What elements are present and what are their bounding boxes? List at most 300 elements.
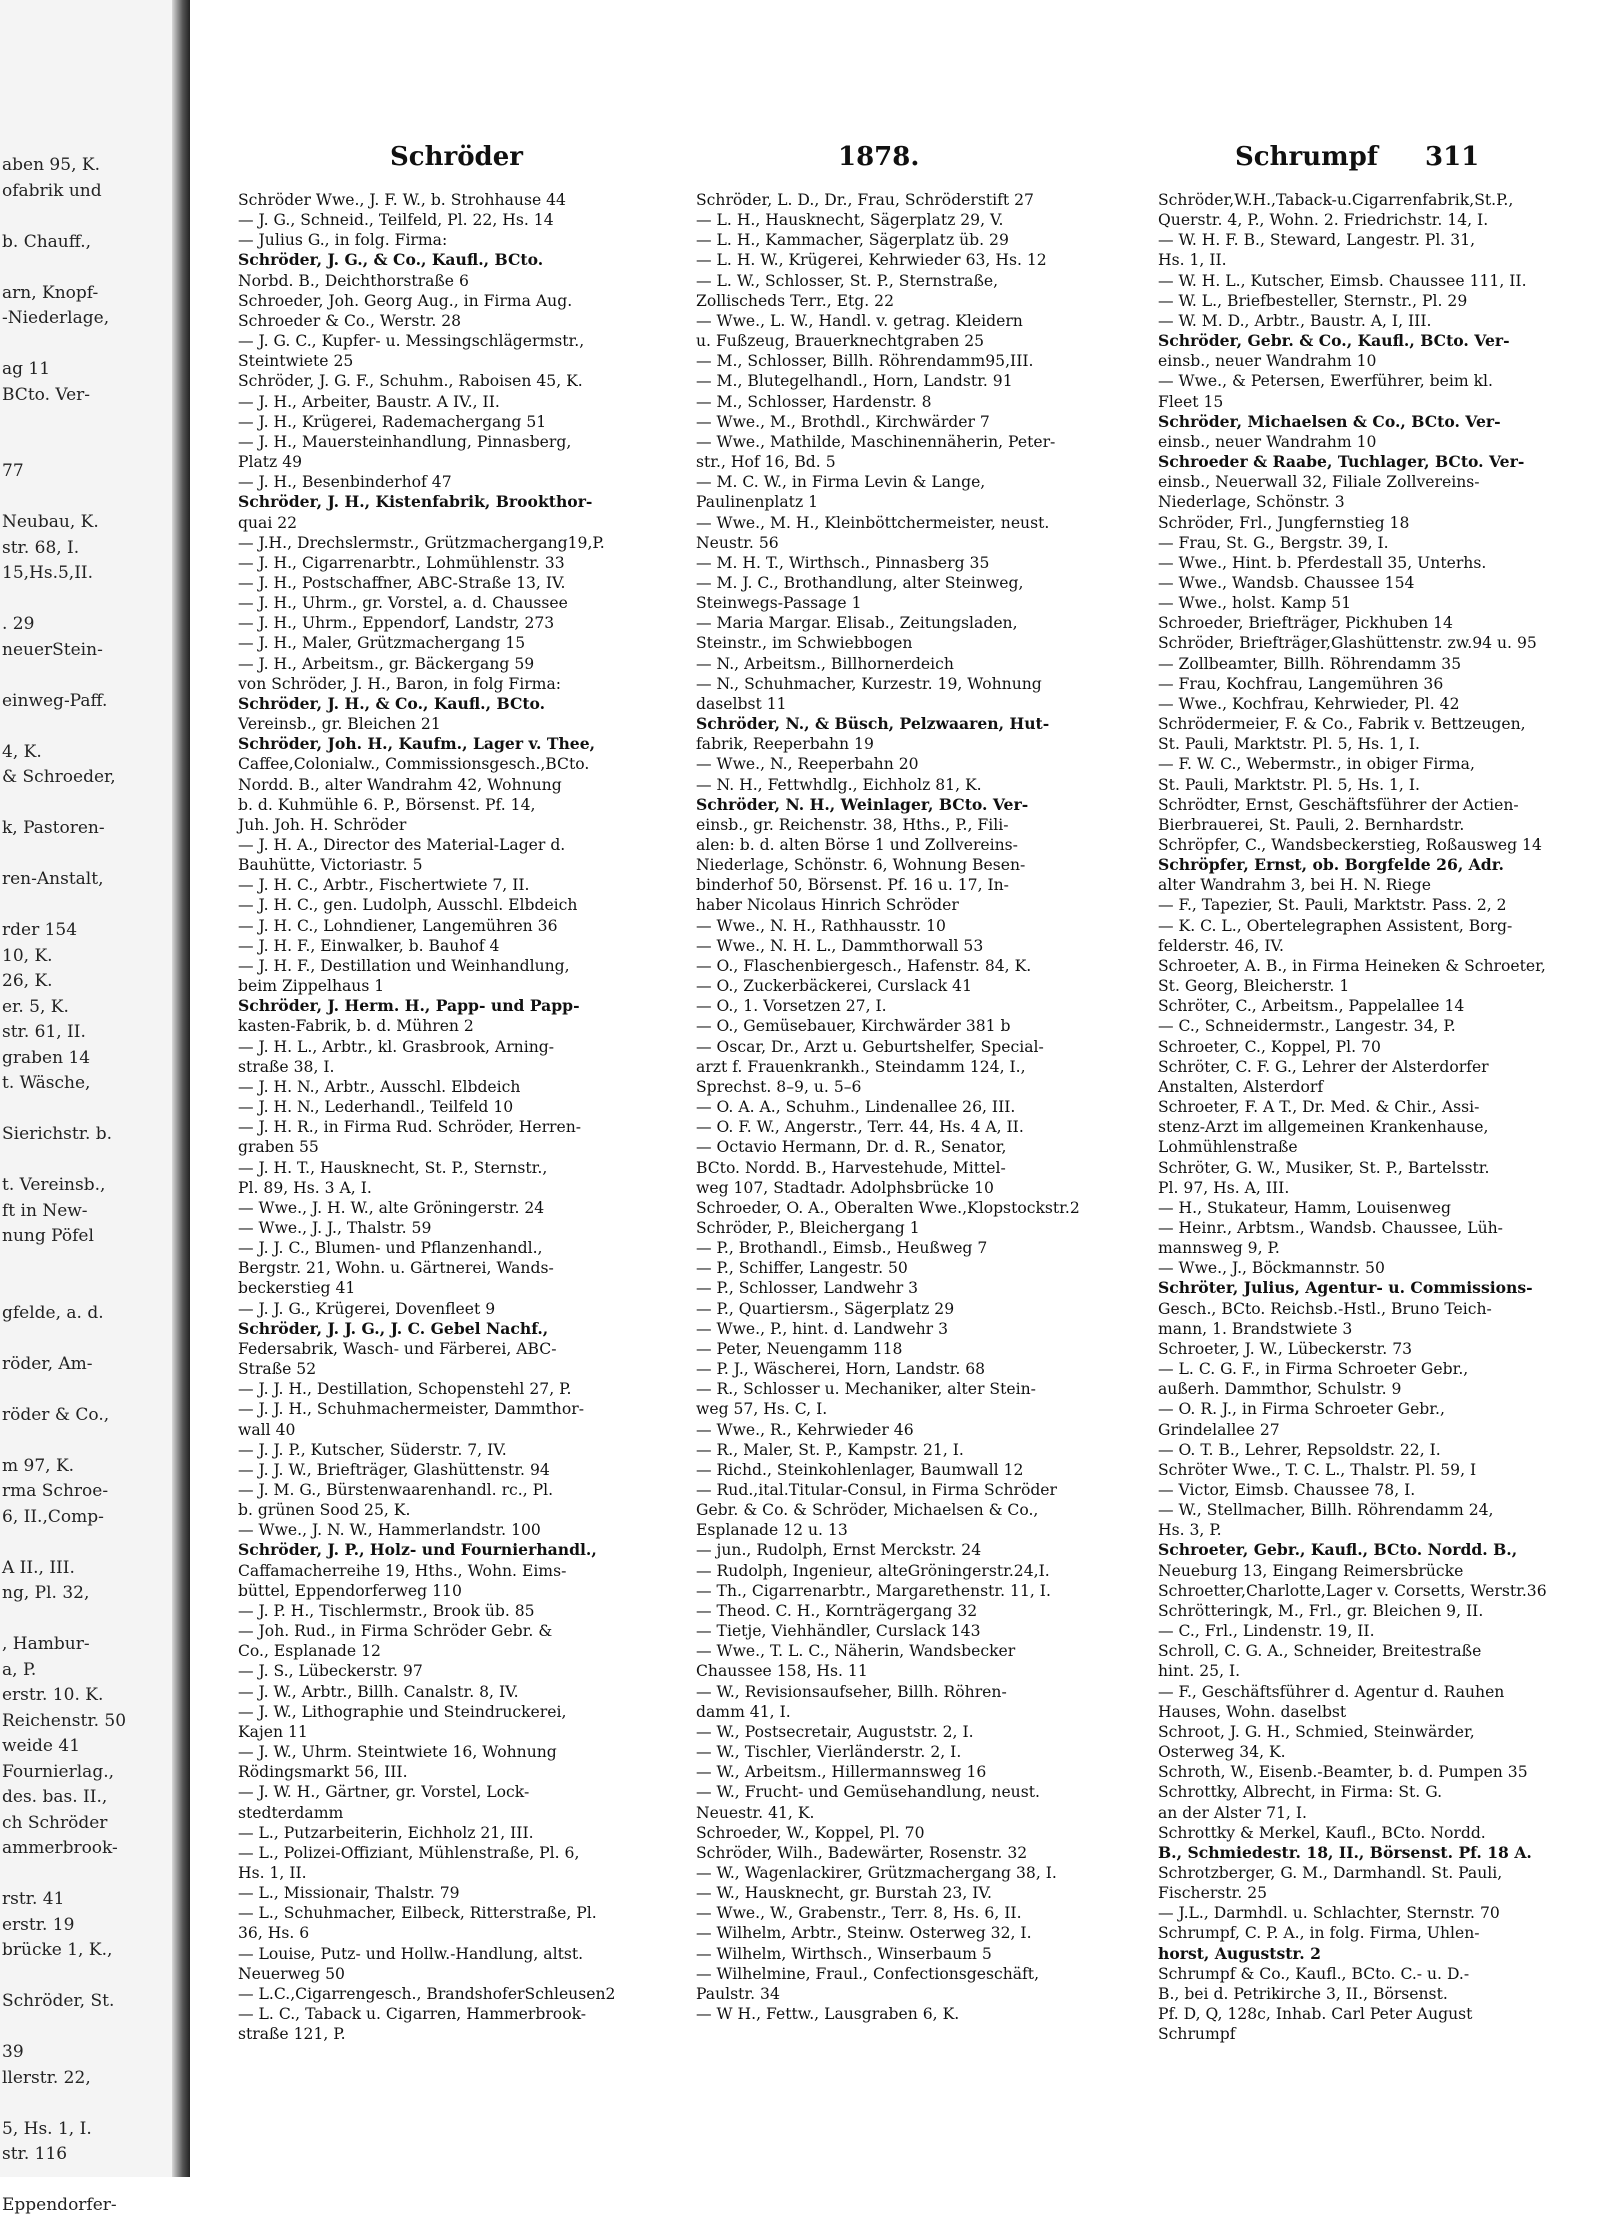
previous-page-fragment: gfelde, a. d.	[2, 1302, 104, 1323]
directory-entry-line: — W., Arbeitsm., Hillermannsweg 16	[696, 1763, 987, 1782]
previous-page-fragment: er. 5, K.	[2, 996, 69, 1017]
directory-entry-line: — W. H. L., Kutscher, Eimsb. Chaussee 111, II.	[1158, 271, 1527, 290]
directory-entry-line: graben 55	[238, 1138, 319, 1157]
directory-entry-line: — J. H., Krügerei, Rademachergang 51	[238, 412, 547, 431]
directory-entry-line: Neueburg 13, Eingang Reimersbrücke	[1158, 1561, 1464, 1580]
directory-entry-line: Schröder, Briefträger,Glashüttenstr. zw.94 u. 95	[1158, 634, 1537, 653]
directory-entry-line: Lohmühlenstraße	[1158, 1138, 1298, 1157]
entry-column-2	[696, 190, 1142, 2024]
directory-entry-line: — R., Schlosser u. Mechaniker, alter Stein-	[696, 1380, 1036, 1399]
directory-entry-line: — J. H., Cigarrenarbtr., Lohmühlenstr. 33	[238, 553, 565, 572]
directory-entry-line: — N., Arbeitsm., Billhornerdeich	[696, 654, 954, 673]
directory-entry-line: — Wwe., J. J., Thalstr. 59	[238, 1218, 432, 1237]
directory-entry-line: — L., Schuhmacher, Eilbeck, Ritterstraße, Pl.	[238, 1904, 597, 1923]
directory-entry-line: Federsabrik, Wasch- und Färberei, ABC-	[238, 1339, 557, 1358]
previous-page-fragment: Fournierlag.,	[2, 1761, 115, 1782]
directory-entry-line: Schrumpf, C. P. A., in folg. Firma, Uhlen-	[1158, 1924, 1480, 1943]
directory-entry-line: — M., Schlosser, Billh. Röhrendamm95,III.	[696, 352, 1034, 371]
directory-entry-line: b. d. Kuhmühle 6. P., Börsenst. Pf. 14,	[238, 795, 536, 814]
directory-entry-line: Schröter, G. W., Musiker, St. P., Bartelsstr.	[1158, 1158, 1490, 1177]
directory-entry-line: Niederlage, Schönstr. 3	[1158, 493, 1345, 512]
directory-entry-line: Bergstr. 21, Wohn. u. Gärtnerei, Wands-	[238, 1259, 554, 1278]
directory-entry-line: BCto. Nordd. B., Harvestehude, Mittel-	[696, 1158, 1006, 1177]
directory-entry-line: — Wwe., Mathilde, Maschinennäherin, Peter-	[696, 432, 1056, 451]
directory-entry-line: alen: b. d. alten Börse 1 und Zollvereins-	[696, 836, 1018, 854]
directory-entry-line: Nordd. B., alter Wandrahm 42, Wohnung	[238, 775, 562, 794]
directory-entry-line: Zollischeds Terr., Etg. 22	[696, 291, 895, 310]
previous-page-fragment: graben 14	[2, 1047, 91, 1068]
directory-entry-line: — J. J. P., Kutscher, Süderstr. 7, IV.	[238, 1440, 507, 1459]
directory-entry-line: Pf. D, Q, 128c, Inhab. Carl Peter August	[1158, 2005, 1473, 2024]
directory-entry-line: — W. L., Briefbesteller, Sternstr., Pl. 29	[1158, 291, 1468, 310]
directory-entry-line: Schröder, J. P., Holz- und Fournierhandl.,	[238, 1540, 597, 1560]
directory-entry-line: — W. H. F. B., Steward, Langestr. Pl. 31,	[1158, 231, 1476, 250]
directory-entry-line: — Theod. C. H., Kornträgergang 32	[696, 1601, 978, 1620]
directory-entry-line: Schroeder & Co., Werstr. 28	[238, 311, 462, 330]
directory-entry-line: Schroth, W., Eisenb.-Beamter, b. d. Pumpen 35	[1158, 1763, 1528, 1782]
previous-page-fragment: -Niederlage,	[2, 308, 110, 328]
directory-entry-line: — J. H. F., Einwalker, b. Bauhof 4	[238, 936, 500, 955]
previous-page-fragment: A II., III.	[2, 1557, 75, 1578]
previous-page-fragment: a, P.	[2, 1659, 37, 1680]
directory-entry-line: — L. H. W., Krügerei, Kehrwieder 63, Hs. 12	[696, 251, 1047, 270]
directory-entry-line: Schröder, Joh. H., Kaufm., Lager v. Thee,	[238, 734, 596, 754]
directory-entry-line: — J. H. R., in Firma Rud. Schröder, Herren-	[238, 1118, 582, 1137]
directory-entry-line: — Wwe., Hint. b. Pferdestall 35, Unterhs.	[1158, 553, 1487, 572]
directory-entry-line: Straße 52	[238, 1360, 317, 1379]
directory-entry-line: — J. H. C., Lohndiener, Langemühren 36	[238, 916, 558, 935]
directory-entry-line: str., Hof 16, Bd. 5	[696, 453, 836, 472]
directory-entry-line: — O., Flaschenbiergesch., Hafenstr. 84, K.	[696, 956, 1032, 975]
directory-entry-line: — J. H. C., gen. Ludolph, Ausschl. Elbdeich	[238, 896, 578, 915]
directory-entry-line: — N., Schuhmacher, Kurzestr. 19, Wohnung	[696, 674, 1042, 693]
directory-entry-line: — J. H. L., Arbtr., kl. Grasbrook, Arning-	[238, 1037, 554, 1056]
directory-entry-line: damm 41, I.	[696, 1702, 791, 1721]
directory-entry-line: Schröder, Frl., Jungfernstieg 18	[1158, 513, 1410, 532]
directory-entry-line: Schröder, J. H., & Co., Kaufl., BCto.	[238, 693, 546, 713]
directory-entry-line: — Victor, Eimsb. Chaussee 78, I.	[1158, 1481, 1416, 1499]
directory-entry-line: wall 40	[238, 1420, 296, 1439]
directory-entry-line: Schrottky & Merkel, Kaufl., BCto. Nordd.	[1158, 1823, 1486, 1842]
directory-entry-line: Neuestr. 41, K.	[696, 1803, 815, 1822]
previous-page-fragment: nung Pöfel	[2, 1226, 94, 1246]
directory-entry-line: — J. H. T., Hausknecht, St. P., Sternstr.,	[238, 1158, 548, 1177]
directory-entry-line: — L. W., Schlosser, St. P., Sternstraße,	[696, 271, 999, 290]
directory-entry-line: Schrödter, Ernst, Geschäftsführer der Actien-	[1158, 795, 1519, 814]
directory-entry-line: — W., Stellmacher, Billh. Röhrendamm 24,	[1158, 1501, 1494, 1520]
directory-entry-line: einsb., neuer Wandrahm 10	[1158, 352, 1377, 371]
previous-page-fragment: str. 116	[2, 2144, 68, 2164]
directory-entry-line: felderstr. 46, IV.	[1158, 936, 1284, 955]
directory-entry-line: — L., Putzarbeiterin, Eichholz 21, III.	[238, 1823, 534, 1842]
directory-entry-line: — Wwe., J. N. W., Hammerlandstr. 100	[238, 1521, 541, 1540]
previous-page-fragment: str. 68, I.	[2, 537, 80, 558]
directory-entry-line: Schroeder, O. A., Oberalten Wwe.,Klopstockstr.2	[696, 1198, 1080, 1217]
directory-entry-line: — J. H., Uhrm., Eppendorf, Landstr, 273	[238, 614, 555, 633]
directory-entry-line: Sprechst. 8–9, u. 5–6	[696, 1077, 862, 1096]
directory-entry-line: — J. W., Arbtr., Billh. Canalstr. 8, IV.	[238, 1682, 519, 1701]
directory-entry-line: — F. W. C., Webermstr., in obiger Firma,	[1158, 755, 1475, 774]
directory-entry-line: Querstr. 4, P., Wohn. 2. Friedrichstr. 14, I.	[1158, 211, 1489, 230]
previous-page-fragment: des. bas. II.,	[2, 1787, 108, 1807]
directory-entry-line: — J. H., Besenbinderhof 47	[238, 473, 452, 492]
directory-entry-line: Bauhütte, Victoriastr. 5	[238, 856, 423, 875]
previous-page-fragment: röder, Am-	[2, 1353, 93, 1374]
header-right-name: Schrumpf	[1235, 142, 1378, 172]
directory-entry-line: — P., Quartiersm., Sägerplatz 29	[696, 1299, 955, 1318]
previous-page-fragment: brücke 1, K.,	[2, 1940, 113, 1960]
directory-entry-line: weg 57, Hs. C, I.	[696, 1400, 828, 1419]
previous-page-fragment: weide 41	[2, 1736, 81, 1756]
directory-entry-line: Steinstr., im Schwiebbogen	[696, 634, 913, 653]
previous-page-fragment: t. Vereinsb.,	[2, 1175, 106, 1195]
directory-entry-line: — M. J. C., Brothandlung, alter Steinweg,	[696, 573, 1024, 592]
directory-entry-line: Schroot, J. G. H., Schmied, Steinwärder,	[1158, 1722, 1475, 1741]
previous-page-fragment: 26, K.	[2, 971, 53, 991]
directory-entry-line: — Richd., Steinkohlenlager, Baumwall 12	[696, 1460, 1024, 1479]
directory-entry-line: — J. H., Uhrm., gr. Vorstel, a. d. Chaussee	[238, 594, 568, 613]
directory-entry-line: Fleet 15	[1158, 392, 1224, 411]
directory-entry-line: — J. J. G., Krügerei, Dovenfleet 9	[238, 1299, 496, 1318]
directory-entry-line: — J. W. H., Gärtner, gr. Vorstel, Lock-	[238, 1783, 530, 1802]
directory-entry-line: — J. H., Arbeiter, Baustr. A IV., II.	[238, 392, 500, 411]
previous-page-fragment: 10, K.	[2, 945, 53, 966]
directory-entry-line: Grindelallee 27	[1158, 1420, 1280, 1439]
directory-entry-line: — Wwe., holst. Kamp 51	[1158, 594, 1352, 613]
previous-page-fragment: ren-Anstalt,	[2, 869, 104, 889]
header-left-name: Schröder	[390, 142, 523, 172]
previous-page-fragment: rstr. 41	[2, 1889, 65, 1909]
header-year: 1878.	[838, 142, 920, 172]
directory-entry-line: — O. T. B., Lehrer, Repsoldstr. 22, I.	[1158, 1440, 1441, 1459]
directory-entry-line: Schröder, J. H., Kistenfabrik, Brookthor-	[238, 492, 593, 512]
directory-entry-line: St. Georg, Bleicherstr. 1	[1158, 977, 1350, 996]
directory-entry-line: Schröder, J. Herm. H., Papp- und Papp-	[238, 996, 580, 1016]
directory-entry-line: Fischerstr. 25	[1158, 1884, 1268, 1903]
previous-page-fragment: b. Chauff.,	[2, 231, 92, 252]
directory-entry-line: Steinwegs-Passage 1	[696, 594, 862, 613]
directory-entry-line: Pl. 89, Hs. 3 A, I.	[238, 1178, 372, 1197]
directory-entry-line: — Zollbeamter, Billh. Röhrendamm 35	[1158, 654, 1462, 673]
directory-entry-line: — L., Missionair, Thalstr. 79	[238, 1884, 460, 1903]
directory-entry-line: — Joh. Rud., in Firma Schröder Gebr. &	[238, 1622, 553, 1641]
directory-entry-line: Schroeter, C., Koppel, Pl. 70	[1158, 1037, 1381, 1056]
directory-entry-line: stenz-Arzt im allgemeinen Krankenhause,	[1158, 1118, 1489, 1137]
directory-entry-line: Schröder, Wilh., Badewärter, Rosenstr. 32	[696, 1843, 1028, 1862]
previous-page-edge	[0, 0, 172, 2215]
previous-page-fragment: m 97, K.	[2, 1455, 75, 1476]
previous-page-fragment: röder & Co.,	[2, 1404, 110, 1425]
directory-entry-line: — J. H., Arbeitsm., gr. Bäckergang 59	[238, 654, 535, 673]
directory-entry-line: — O. A. A., Schuhm., Lindenallee 26, III.	[696, 1098, 1016, 1117]
directory-entry-line: haber Nicolaus Hinrich Schröder	[696, 896, 959, 915]
previous-page-fragment: 39	[2, 2042, 24, 2062]
directory-entry-line: — J. W., Lithographie und Steindruckerei,	[238, 1702, 567, 1721]
directory-entry-line: Schröpfer, Ernst, ob. Borgfelde 26, Adr.	[1158, 855, 1504, 875]
directory-entry-line: Schrödermeier, F. & Co., Fabrik v. Bettzeugen,	[1158, 715, 1526, 734]
directory-entry-line: — L. H., Hausknecht, Sägerplatz 29, V.	[696, 211, 1004, 230]
directory-entry-line: — Wwe., T. L. C., Näherin, Wandsbecker	[696, 1642, 1016, 1661]
directory-entry-line: — Wwe., R., Kehrwieder 46	[696, 1420, 914, 1439]
directory-entry-line: — W., Wagenlackirer, Grützmachergang 38, I.	[696, 1863, 1057, 1882]
directory-entry-line: — H., Stukateur, Hamm, Louisenweg	[1158, 1198, 1451, 1217]
directory-entry-line: — Julius G., in folg. Firma:	[238, 231, 448, 250]
directory-entry-line: hint. 25, I.	[1158, 1662, 1241, 1681]
previous-page-fragment: Reichenstr. 50	[2, 1710, 127, 1731]
directory-entry-line: — L. H., Kammacher, Sägerplatz üb. 29	[696, 231, 1009, 250]
directory-entry-line: Schrumpf & Co., Kaufl., BCto. C.- u. D.-	[1158, 1964, 1470, 1983]
directory-entry-line: büttel, Eppendorferweg 110	[238, 1581, 462, 1600]
directory-entry-line: Schroll, C. G. A., Schneider, Breitestraße	[1158, 1642, 1482, 1661]
directory-entry-line: Schröder, Michaelsen & Co., BCto. Ver-	[1158, 411, 1501, 431]
directory-entry-line: St. Pauli, Marktstr. Pl. 5, Hs. 1, I.	[1158, 775, 1420, 794]
previous-page-fragment: k, Pastoren-	[2, 818, 105, 838]
previous-page-fragment: einweg-Paff.	[2, 690, 108, 711]
directory-entry-line: Schröder, L. D., Dr., Frau, Schröderstift 27	[696, 191, 1034, 209]
directory-entry-line: B., Schmiedestr. 18, II., Börsenst. Pf. 18 A.	[1158, 1842, 1532, 1862]
directory-entry-line: — L. C. G. F., in Firma Schroeter Gebr.,	[1158, 1360, 1469, 1379]
directory-entry-line: Schroeter, A. B., in Firma Heineken & Schroeter,	[1158, 956, 1546, 975]
directory-entry-line: — M. C. W., in Firma Levin & Lange,	[696, 473, 986, 492]
directory-entry-line: Rödingsmarkt 56, III.	[238, 1763, 408, 1782]
directory-entry-line: — W., Frucht- und Gemüsehandlung, neust.	[696, 1783, 1040, 1802]
directory-entry-line: Niederlage, Schönstr. 6, Wohnung Besen-	[696, 856, 1026, 875]
directory-entry-line: — F., Tapezier, St. Pauli, Marktstr. Pass. 2, 2	[1158, 896, 1507, 915]
previous-page-fragment: ft in New-	[2, 1200, 88, 1221]
directory-entry-line: Schrumpf	[1158, 2025, 1236, 2044]
directory-entry-line: arzt f. Frauenkrankh., Steindamm 124, I.,	[696, 1057, 1026, 1076]
directory-entry-line: — W. M. D., Arbtr., Baustr. A, I, III.	[1158, 311, 1432, 330]
directory-entry-line: Schroetter,Charlotte,Lager v. Corsetts, Werstr.36	[1158, 1581, 1547, 1600]
directory-entry-line: beckerstieg 41	[238, 1279, 356, 1298]
directory-entry-line: — Wwe., & Petersen, Ewerführer, beim kl.	[1158, 372, 1493, 391]
directory-entry-line: — Octavio Hermann, Dr. d. R., Senator,	[696, 1138, 1007, 1157]
directory-entry-line: quai 22	[238, 513, 298, 532]
directory-entry-line: — Rud.,ital.Titular-Consul, in Firma Schröder	[696, 1481, 1057, 1499]
directory-entry-line: Platz 49	[238, 453, 303, 472]
directory-entry-line: stedterdamm	[238, 1803, 344, 1822]
directory-entry-line: — O., 1. Vorsetzen 27, I.	[696, 997, 887, 1016]
previous-page-fragment: 5, Hs. 1, I.	[2, 2118, 92, 2139]
directory-entry-line: — Louise, Putz- und Hollw.-Handlung, altst.	[238, 1944, 584, 1963]
previous-page-fragment: ofabrik und	[2, 180, 102, 201]
directory-entry-line: Osterweg 34, K.	[1158, 1743, 1286, 1762]
directory-entry-line: — Wwe., Wandsb. Chaussee 154	[1158, 573, 1415, 592]
previous-page-fragment: erstr. 10. K.	[2, 1685, 104, 1705]
directory-entry-line: — W H., Fettw., Lausgraben 6, K.	[696, 2005, 960, 2024]
directory-entry-line: Schröter Wwe., T. C. L., Thalstr. Pl. 59, I	[1158, 1460, 1477, 1479]
directory-entry-line: — Heinr., Arbtsm., Wandsb. Chaussee, Lüh-	[1158, 1218, 1503, 1237]
directory-entry-line: Pl. 97, Hs. A, III.	[1158, 1178, 1290, 1197]
directory-entry-line: horst, Auguststr. 2	[1158, 1943, 1321, 1963]
directory-entry-line: — P., Brothandl., Eimsb., Heußweg 7	[696, 1239, 988, 1258]
directory-entry-line: Hauses, Wohn. daselbst	[1158, 1702, 1347, 1721]
directory-entry-line: Schroeter, Gebr., Kaufl., BCto. Nordd. B.,	[1158, 1540, 1518, 1560]
directory-entry-line: einsb., gr. Reichenstr. 38, Hths., P., Fili-	[696, 815, 1009, 834]
directory-entry-line: — Wwe., W., Grabenstr., Terr. 8, Hs. 6, II.	[696, 1904, 1022, 1923]
book-spine-shadow	[172, 0, 190, 2177]
directory-entry-line: Schröder Wwe., J. F. W., b. Strohhause 44	[238, 191, 566, 209]
page-header	[190, 142, 1600, 182]
directory-entry-line: Norbd. B., Deichthorstraße 6	[238, 271, 469, 290]
directory-entry-line: mann, 1. Brandstwiete 3	[1158, 1319, 1353, 1338]
directory-entry-line: — R., Maler, St. P., Kampstr. 21, I.	[696, 1440, 964, 1459]
directory-entry-line: — J. W., Uhrm. Steintwiete 16, Wohnung	[238, 1743, 557, 1762]
directory-entry-line: außerh. Dammthor, Schulstr. 9	[1158, 1380, 1402, 1399]
directory-entry-line: — J. H., Postschaffner, ABC-Straße 13, IV.	[238, 573, 566, 592]
directory-entry-line: — M., Schlosser, Hardenstr. 8	[696, 392, 932, 411]
directory-entry-line: — Frau, Kochfrau, Langemühren 36	[1158, 674, 1444, 693]
directory-entry-line: — M. H. T., Wirthsch., Pinnasberg 35	[696, 553, 990, 572]
directory-entry-line: — W., Revisionsaufseher, Billh. Röhren-	[696, 1682, 1007, 1701]
directory-entry-line: Schröder, N. H., Weinlager, BCto. Ver-	[696, 794, 1029, 814]
previous-page-fragment: llerstr. 22,	[2, 2067, 91, 2088]
directory-entry-line: — Wwe., Kochfrau, Kehrwieder, Pl. 42	[1158, 694, 1460, 713]
previous-page-fragment: Neubau, K.	[2, 512, 99, 532]
directory-entry-line: b. grünen Sood 25, K.	[238, 1501, 411, 1520]
directory-entry-line: Paulstr. 34	[696, 1984, 780, 2003]
directory-entry-line: — L.C.,Cigarrengesch., BrandshoferSchleusen2	[238, 1984, 616, 2003]
directory-entry-line: Schröder, J. J. G., J. C. Gebel Nachf.,	[238, 1318, 549, 1338]
previous-page-fragment: , Hambur-	[2, 1634, 90, 1654]
previous-page-fragment: 4, K.	[2, 741, 42, 762]
previous-page-fragment: 6, II.,Comp-	[2, 1506, 104, 1527]
directory-entry-line: beim Zippelhaus 1	[238, 977, 385, 996]
directory-entry-line: Esplanade 12 u. 13	[696, 1521, 848, 1540]
directory-entry-line: — P. J., Wäscherei, Horn, Landstr. 68	[696, 1360, 986, 1379]
directory-entry-line: Schroeder, Joh. Georg Aug., in Firma Aug.	[238, 291, 573, 310]
directory-entry-line: St. Pauli, Marktstr. Pl. 5, Hs. 1, I.	[1158, 735, 1420, 754]
directory-entry-line: binderhof 50, Börsenst. Pf. 16 u. 17, In-	[696, 876, 1009, 895]
directory-entry-line: Neuerweg 50	[238, 1964, 345, 1983]
previous-page-fragment: Eppendorfer-	[2, 2195, 117, 2215]
previous-page-fragment: & Schroeder,	[2, 767, 116, 787]
directory-entry-line: Caffee,Colonialw., Commissionsgesch.,BCto.	[238, 755, 590, 774]
previous-page-fragment: 77	[2, 461, 24, 481]
directory-entry-line: mannsweg 9, P.	[1158, 1239, 1280, 1258]
directory-entry-line: — P., Schiffer, Langestr. 50	[696, 1259, 908, 1278]
directory-entry-line: — Wwe., P., hint. d. Landwehr 3	[696, 1319, 949, 1338]
directory-entry-line: — J. H. C., Arbtr., Fischertwiete 7, II.	[238, 876, 530, 895]
directory-entry-line: straße 121, P.	[238, 2025, 346, 2044]
directory-entry-line: — F., Geschäftsführer d. Agentur d. Rauhen	[1158, 1682, 1505, 1701]
directory-entry-line: — J. J. C., Blumen- und Pflanzenhandl.,	[238, 1239, 543, 1258]
directory-entry-line: — Wilhelmine, Fraul., Confectionsgeschäft,	[696, 1964, 1040, 1983]
previous-page-fragment: rma Schroe-	[2, 1481, 109, 1501]
directory-entry-line: fabrik, Reeperbahn 19	[696, 735, 874, 754]
previous-page-fragment: arn, Knopf-	[2, 282, 99, 303]
directory-entry-line: — N. H., Fettwhdlg., Eichholz 81, K.	[696, 775, 982, 794]
directory-entry-line: — Wwe., M. H., Kleinböttchermeister, neust.	[696, 513, 1050, 532]
previous-page-fragment: aben 95, K.	[2, 155, 100, 175]
directory-entry-line: — Maria Margar. Elisab., Zeitungsladen,	[696, 614, 1018, 633]
directory-entry-line: — Wwe., N. H., Rathhausstr. 10	[696, 916, 946, 935]
directory-page	[190, 0, 1600, 2177]
directory-entry-line: — J. H. N., Lederhandl., Teilfeld 10	[238, 1098, 514, 1117]
directory-entry-line: weg 107, Stadtadr. Adolphsbrücke 10	[696, 1178, 994, 1197]
directory-entry-line: — W., Tischler, Vierländerstr. 2, I.	[696, 1743, 962, 1762]
entry-column-3	[1158, 190, 1598, 2044]
previous-page-fragment: neuerStein-	[2, 639, 103, 660]
previous-page-fragment: Sierichstr. b.	[2, 1124, 113, 1144]
directory-entry-line: Co., Esplanade 12	[238, 1642, 381, 1661]
directory-entry-line: von Schröder, J. H., Baron, in folg Firma:	[238, 674, 562, 693]
directory-entry-line: einsb., Neuerwall 32, Filiale Zollvereins-	[1158, 473, 1480, 492]
directory-entry-line: B., bei d. Petrikirche 3, II., Börsenst.	[1158, 1984, 1448, 2003]
directory-entry-line: Schröder, P., Bleichergang 1	[696, 1218, 920, 1237]
directory-entry-line: — Oscar, Dr., Arzt u. Geburtshelfer, Special-	[696, 1037, 1044, 1056]
directory-entry-line: — J.L., Darmhdl. u. Schlachter, Sternstr. 70	[1158, 1904, 1500, 1923]
directory-entry-line: kasten-Fabrik, b. d. Mühren 2	[238, 1017, 474, 1036]
previous-page-fragment: Schröder, St.	[2, 1991, 115, 2011]
directory-entry-line: — Th., Cigarrenarbtr., Margarethenstr. 11, I.	[696, 1581, 1051, 1600]
directory-entry-line: — Wilhelm, Wirthsch., Winserbaum 5	[696, 1944, 992, 1963]
previous-page-fragment: t. Wäsche,	[2, 1073, 91, 1093]
directory-entry-line: Neustr. 56	[696, 533, 779, 552]
directory-entry-line: — Wilhelm, Arbtr., Steinw. Osterweg 32, I.	[696, 1924, 1032, 1943]
directory-entry-line: — J. G. C., Kupfer- u. Messingschlägermstr.,	[238, 332, 585, 351]
directory-entry-line: einsb., neuer Wandrahm 10	[1158, 432, 1377, 451]
directory-entry-line: — M., Blutegelhandl., Horn, Landstr. 91	[696, 372, 1013, 391]
directory-entry-line: — O. R. J., in Firma Schroeter Gebr.,	[1158, 1400, 1445, 1419]
directory-entry-line: — J.H., Drechslermstr., Grützmachergang19,P.	[238, 533, 605, 552]
directory-entry-line: — Wwe., L. W., Handl. v. getrag. Kleidern	[696, 311, 1023, 330]
directory-entry-line: Schröder, N., & Büsch, Pelzwaaren, Hut-	[696, 714, 1050, 734]
previous-page-fragment: ag 11	[2, 359, 51, 379]
directory-entry-line: Anstalten, Alsterdorf	[1158, 1077, 1324, 1096]
directory-entry-line: — Wwe., N., Reeperbahn 20	[696, 755, 919, 774]
directory-entry-line: — J. G., Schneid., Teilfeld, Pl. 22, Hs. 14	[238, 211, 554, 230]
directory-entry-line: Schröter, C., Arbeitsm., Pappelallee 14	[1158, 997, 1465, 1016]
directory-entry-line: — J. H. A., Director des Material-Lager d.	[238, 836, 566, 854]
directory-entry-line: Gesch., BCto. Reichsb.-Hstl., Bruno Teich-	[1158, 1299, 1492, 1318]
directory-entry-line: — L. C., Taback u. Cigarren, Hammerbrook-	[238, 2005, 587, 2024]
previous-page-fragment: 15,Hs.5,II.	[2, 563, 94, 583]
directory-entry-line: — Wwe., M., Brothdl., Kirchwärder 7	[696, 412, 990, 431]
directory-entry-line: Chaussee 158, Hs. 11	[696, 1662, 868, 1681]
directory-entry-line: — J. J. H., Schuhmachermeister, Dammthor-	[238, 1400, 584, 1419]
directory-entry-line: — Wwe., N. H. L., Dammthorwall 53	[696, 936, 984, 955]
directory-entry-line: Caffamacherreihe 19, Hths., Wohn. Eims-	[238, 1561, 567, 1580]
directory-entry-line: Schröder,W.H.,Taback-u.Cigarrenfabrik,St.P.,	[1158, 191, 1514, 209]
directory-entry-line: — J. S., Lübeckerstr. 97	[238, 1662, 423, 1681]
directory-entry-line: Vereinsb., gr. Bleichen 21	[238, 715, 441, 734]
previous-page-fragment: rder 154	[2, 920, 78, 940]
directory-entry-line: — J. P. H., Tischlermstr., Brook üb. 85	[238, 1601, 535, 1620]
directory-entry-line: — Frau, St. G., Bergstr. 39, I.	[1158, 533, 1389, 552]
directory-entry-line: — O. F. W., Angerstr., Terr. 44, Hs. 4 A, II.	[696, 1118, 1024, 1137]
directory-entry-line: Hs. 1, II.	[1158, 251, 1227, 270]
directory-entry-line: — C., Frl., Lindenstr. 19, II.	[1158, 1622, 1375, 1641]
directory-entry-line: — P., Schlosser, Landwehr 3	[696, 1279, 919, 1298]
directory-entry-line: Kajen 11	[238, 1722, 308, 1741]
directory-entry-line: alter Wandrahm 3, bei H. N. Riege	[1158, 876, 1431, 895]
directory-entry-line: Schröter, Julius, Agentur- u. Commissions-	[1158, 1278, 1533, 1298]
entry-column-1	[238, 190, 678, 2044]
directory-entry-line: Bierbrauerei, St. Pauli, 2. Bernhardstr.	[1158, 815, 1465, 834]
directory-entry-line: Schröpfer, C., Wandsbeckerstieg, Roßausweg 14	[1158, 836, 1542, 854]
directory-entry-line: Schroeder, W., Koppel, Pl. 70	[696, 1823, 925, 1842]
directory-entry-line: Juh. Joh. H. Schröder	[238, 815, 407, 834]
directory-entry-line: straße 38, I.	[238, 1057, 335, 1076]
directory-entry-line: Schröter, C. F. G., Lehrer der Alsterdorfer	[1158, 1057, 1489, 1076]
directory-entry-line: — O., Gemüsebauer, Kirchwärder 381 b	[696, 1017, 1011, 1036]
directory-entry-line: — Tietje, Viehhändler, Curslack 143	[696, 1622, 981, 1641]
directory-entry-line: daselbst 11	[696, 694, 787, 713]
directory-entry-line: — J. M. G., Bürstenwaarenhandl. rc., Pl.	[238, 1481, 554, 1499]
directory-entry-line: — L., Polizei-Offiziant, Mühlenstraße, Pl. 6,	[238, 1843, 580, 1862]
previous-page-fragment: ch Schröder	[2, 1812, 108, 1833]
